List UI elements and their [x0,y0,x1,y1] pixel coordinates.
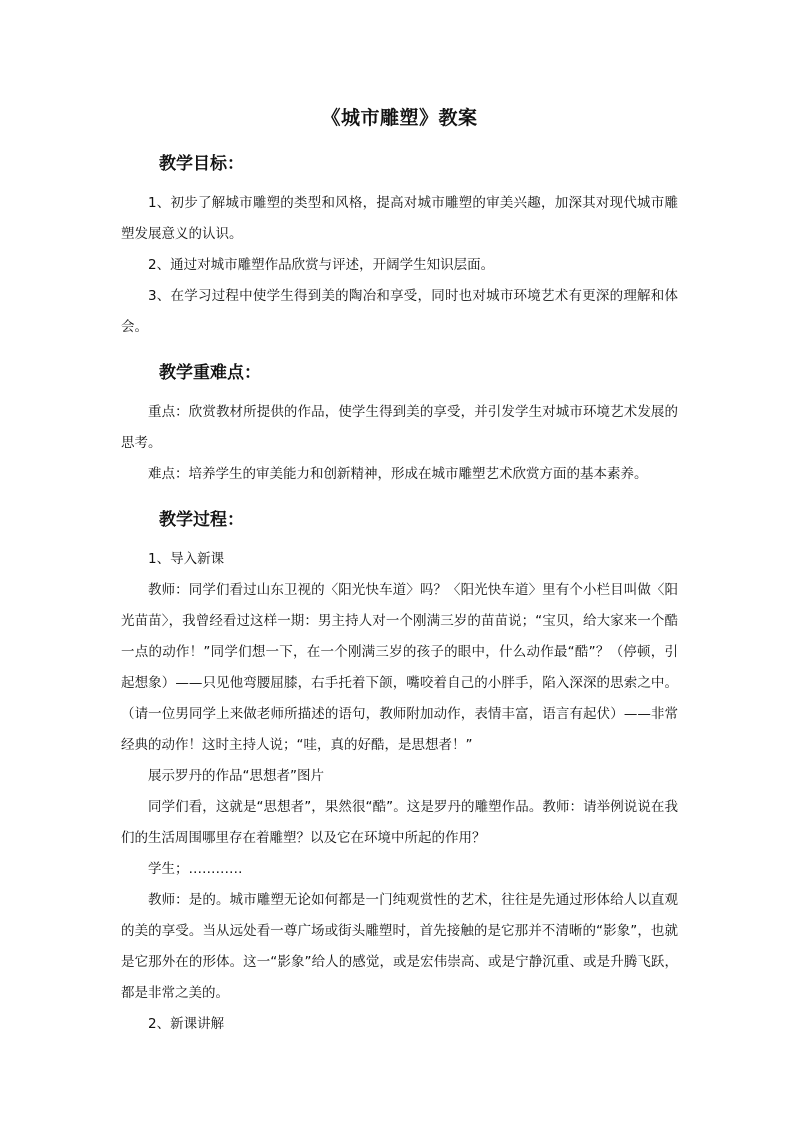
section-teaching-process [121,508,678,1040]
paragraph: 重点：欣赏教材所提供的作品，使学生得到美的享受，并引发学生对城市环境艺术发展的思考。 [121,404,678,451]
paragraph: 2、新课讲解 [148,1016,225,1032]
paragraph: 1、初步了解城市雕塑的类型和风格，提高对城市雕塑的审美兴趣，加深其对现代城市雕塑发展意义的认识。 [121,195,678,242]
paragraph: 学生；………… [148,861,243,877]
document-body [121,103,678,1040]
paragraph: 2、通过对城市雕塑作品欣赏与评述，开阔学生知识层面。 [148,257,495,273]
paragraph: 教师：是的。城市雕塑无论如何都是一门纯观赏性的艺术，往往是先通过形体给人以直观的美的享受。当从远处看一尊广场或街头雕塑时，首先接触的是它那并不清晰的“影象”，也就是它那外在的形体。这一“影象”给人的感觉，或是宏伟崇高、或是宁静沉重、或是升腾飞跃，都是非常之美的。 [121,892,678,1001]
section-teaching-goals [121,152,678,343]
paragraph: 难点：培养学生的审美能力和创新精神，形成在城市雕塑艺术欣赏方面的基本素养。 [148,466,648,482]
section-key-points [121,361,678,490]
paragraph: 同学们看，这就是“思想者”，果然很“酷”。这是罗丹的雕塑作品。教师：请举例说说在我们的生活周围哪里存在着雕塑？以及它在环境中所起的作用？ [121,799,678,846]
section-heading: 教学目标： [159,154,244,174]
section-heading: 教学重难点： [159,363,261,383]
document-title: 《城市雕塑》教案 [321,107,478,129]
section-heading: 教学过程： [159,510,244,530]
paragraph: 3、在学习过程中使学生得到美的陶冶和享受，同时也对城市环境艺术有更深的理解和体会。 [121,288,678,335]
paragraph: 教师：同学们看过山东卫视的〈阳光快车道〉吗？〈阳光快车道〉里有个小栏目叫做〈阳光苗苗〉，我曾经看过这样一期：男主持人对一个刚满三岁的苗苗说；“宝贝，给大家来一个酷一点的动作！”同学们想一下，在一个刚满三岁的孩子的眼中，什么动作最“酷”？（停顿，引起想象）——只见他弯腰屈膝，右手托着下颌，嘴咬着自己的小胖手，陷入深深的思索之中。（请一位男同学上来做老师所描述的语句，教师附加动作，表情丰富，语言有起伏）——非常经典的动作！这时主持人说；“哇，真的好酷，是思想者！” [121,582,678,753]
paragraph: 1、导入新课 [148,551,225,567]
paragraph: 展示罗丹的作品“思想者”图片 [148,768,324,784]
